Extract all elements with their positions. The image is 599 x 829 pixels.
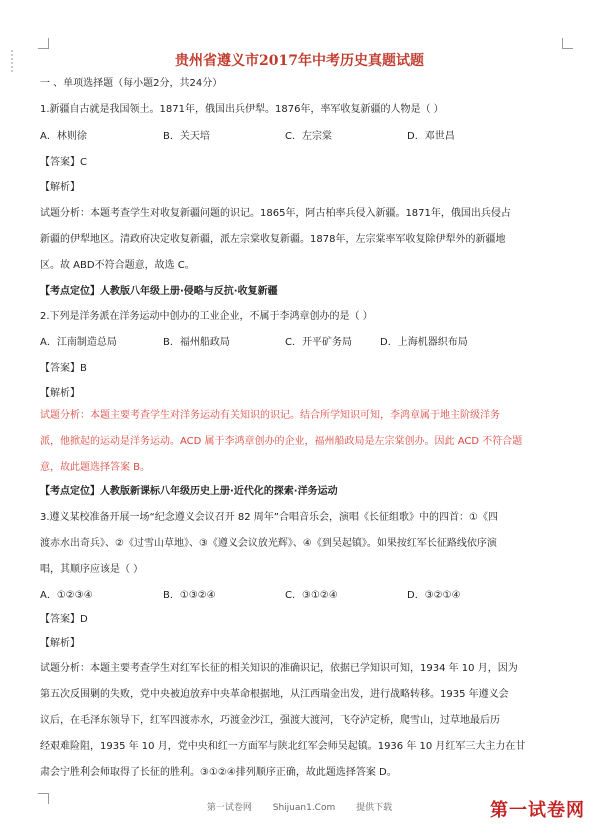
q1-analysis-label: 【解析】	[40, 182, 80, 193]
q1-option-b: B．关天培	[163, 131, 210, 142]
q1-option-d: D．邓世昌	[407, 131, 455, 142]
footer-site-name: 第一试卷网	[206, 803, 252, 813]
q2-analysis-line: 试题分析：本题主要考查学生对洋务运动有关知识的识记。结合所学知识可知，李鸿章属于地主阶级洋务	[40, 410, 500, 421]
q3-analysis-line: 试题分析：本题主要考查学生对红军长征的相关知识的准确识记，依据已学知识可知，1934 年 10 月，因为	[40, 663, 518, 674]
document-title: 贵州省遵义市2017年中考历史真题试题	[175, 53, 424, 69]
q2-answer: 【答案】B	[40, 363, 87, 374]
q3-analysis-line: 第五次反围剿的失败，党中央被迫放弃中央革命根据地，从江西瑞金出发，进行战略转移。1935 年遵义会	[40, 689, 509, 700]
q2-option-a: A．江南制造总局	[40, 337, 117, 348]
crop-mark-top-left	[38, 38, 49, 49]
q1-analysis-line: 试题分析：本题考查学生对收复新疆问题的识记。1865年，阿古柏率兵侵入新疆。1871年，俄国出兵侵占	[40, 208, 511, 219]
q2-option-b: B．福州船政局	[163, 337, 230, 348]
q2-knowledge-point: 【考点定位】人教版新课标八年级历史上册·近代化的探索·洋务运动	[40, 486, 338, 497]
q2-analysis-line: 意，故此题选择答案 B。	[40, 462, 151, 473]
q3-stem-line: 3.遵义某校准备开展一场“纪念遵义会议召开 82 周年”合唱音乐会，演唱《长征组歌》中的四首：①《四	[40, 512, 498, 523]
footer-site-url[interactable]: Shijuan1.Com	[272, 803, 336, 813]
crop-mark-top-right	[562, 38, 573, 49]
q3-option-d: D．③②①④	[407, 590, 461, 601]
site-logo: 第一试卷网	[490, 800, 585, 821]
q3-option-a: A．①②③④	[40, 590, 93, 601]
q2-option-c: C．开平矿务局	[285, 337, 352, 348]
q2-analysis-label: 【解析】	[40, 388, 80, 399]
q3-analysis-line: 肃会宁胜利会师取得了长征的胜利。③①②④排列顺序正确，故此题选择答案 D。	[40, 767, 397, 778]
q3-answer: 【答案】D	[40, 614, 88, 625]
q3-analysis-line: 议后，在毛泽东领导下，红军四渡赤水，巧渡金沙江，强渡大渡河，飞夺泸定桥，爬雪山，过草地最后历	[40, 715, 500, 726]
q2-stem: 2.下列是洋务派在洋务运动中创办的工业企业，不属于李鸿章创办的是（ ）	[40, 311, 373, 322]
q2-option-d: D．上海机器织布局	[380, 337, 468, 348]
footer-provider: 提供下载	[356, 803, 393, 813]
q1-analysis-line: 新疆的伊犁地区。清政府决定收复新疆，派左宗棠收复新疆。1878年，左宗棠率军收复除伊犁外的新疆地	[40, 234, 506, 245]
q1-answer: 【答案】C	[40, 157, 87, 168]
q1-stem: 1.新疆自古就是我国领土。1871年，俄国出兵伊犁。1876年，率军收复新疆的人物是（ ）	[40, 104, 444, 115]
section-header: 一 、单项选择题（每小题2分，共24分）	[40, 78, 223, 89]
q3-analysis-label: 【解析】	[40, 638, 80, 649]
q1-analysis-line: 区。故 ABD不符合题意，故选 C。	[40, 260, 195, 271]
q1-knowledge-point: 【考点定位】人教版八年级上册·侵略与反抗·收复新疆	[40, 286, 278, 297]
q1-option-c: C．左宗棠	[285, 131, 332, 142]
q3-option-b: B．①③②④	[163, 590, 216, 601]
q3-analysis-line: 经艰难险阻，1935 年 10 月，党中央和红一方面军与陕北红军会师吴起镇。1936 年 10 月红军三大主力在甘	[40, 741, 526, 752]
q3-stem-line: 唱，其顺序应该是（ ）	[40, 564, 144, 575]
q1-option-a: A．林则徐	[40, 131, 87, 142]
q3-option-c: C．③①②④	[285, 590, 338, 601]
q3-stem-line: 渡赤水出奇兵》、②《过雪山草地》、③《遵义会议放光辉》、④《到吴起镇》。如果按红军长征路线依序演	[40, 538, 497, 549]
q2-analysis-line: 派，他掀起的运动是洋务运动。ACD 属于李鸿章创办的企业，福州船政局是左宗棠创办。因此 ACD 不符合题	[40, 436, 523, 447]
